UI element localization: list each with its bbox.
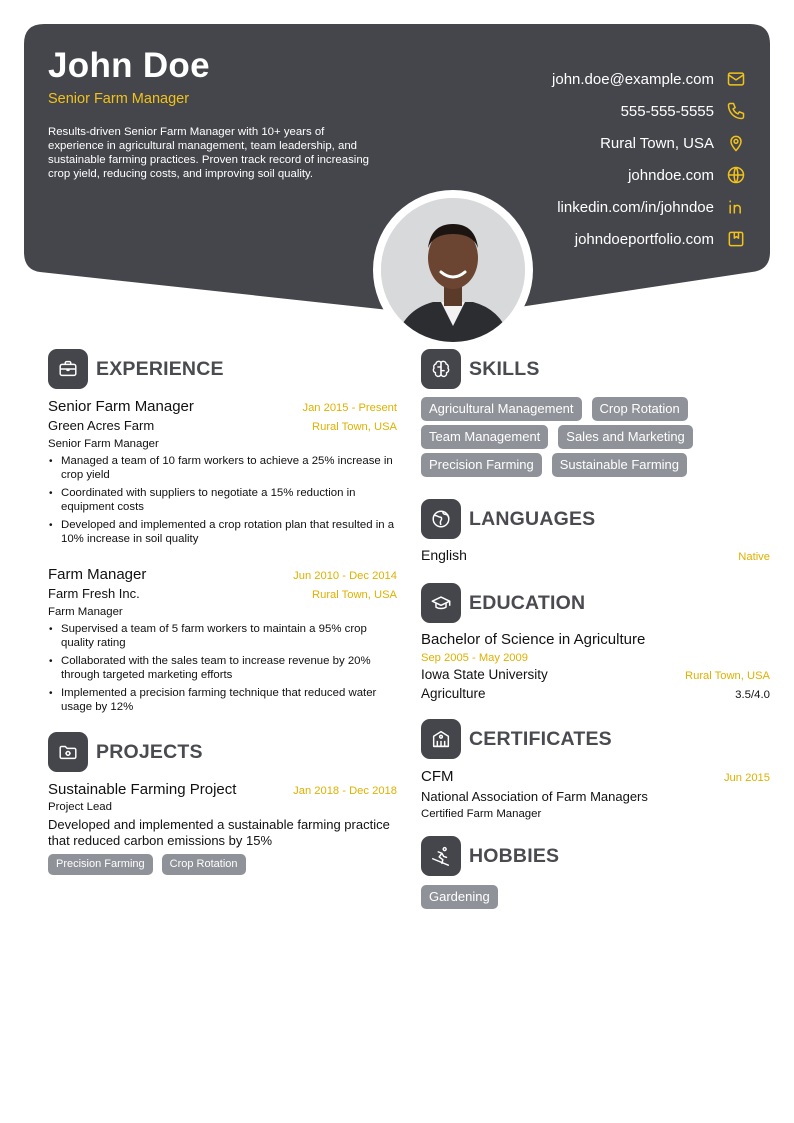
- projects-section-header: [48, 732, 397, 772]
- education-heading: EDUCATION: [469, 591, 586, 614]
- hobbies-list: [421, 885, 770, 913]
- skill-tag: Crop Rotation: [592, 397, 688, 421]
- certificate-date: Jun 2015: [723, 772, 770, 784]
- education-section-header: [421, 583, 770, 623]
- experience-item: [48, 566, 397, 714]
- experience-bullet: • Collaborated with the sales team to increase revenue by 20% through targeted marketing efforts: [48, 654, 397, 682]
- education-field: Agriculture: [421, 686, 486, 701]
- job-title: Senior Farm Manager: [48, 91, 190, 107]
- experience-company: Farm Fresh Inc.: [48, 586, 140, 601]
- skill-tag: Agricultural Management: [421, 397, 582, 421]
- certificate-name: CFM: [421, 768, 454, 785]
- contact-linkedin[interactable]: [552, 191, 746, 223]
- education-item: [421, 631, 770, 701]
- education-dates: Sep 2005 - May 2009: [421, 652, 528, 664]
- linkedin-icon: [726, 197, 746, 217]
- education-gpa: 3.5/4.0: [735, 689, 770, 701]
- languages-section-header: [421, 499, 770, 539]
- experience-item: [48, 398, 397, 546]
- profile-photo-frame: [373, 190, 533, 350]
- location-pin-icon: [726, 133, 746, 153]
- skill-tag: Sustainable Farming: [552, 453, 687, 477]
- brain-icon: [421, 349, 461, 389]
- left-column: [48, 349, 397, 879]
- experience-section-header: [48, 349, 397, 389]
- globe-icon: [421, 499, 461, 539]
- project-title: Sustainable Farming Project: [48, 781, 237, 798]
- experience-bullets: [48, 622, 397, 714]
- contact-location-text: Rural Town, USA: [600, 134, 714, 152]
- skill-tag: Sales and Marketing: [558, 425, 693, 449]
- experience-dates: Jan 2015 - Present: [302, 402, 397, 414]
- skill-tag: Team Management: [421, 425, 548, 449]
- skill-tag: Precision Farming: [421, 453, 542, 477]
- project-description: Developed and implemented a sustainable farming practice that reduced carbon emissions by 15%: [48, 817, 390, 848]
- education-degree: Bachelor of Science in Agriculture: [421, 631, 646, 648]
- experience-role: Senior Farm Manager: [48, 438, 159, 450]
- institution-icon: [421, 719, 461, 759]
- experience-bullet: • Developed and implemented a crop rotation plan that resulted in a 10% increase in soil quality: [48, 518, 397, 546]
- globe-icon: [726, 165, 746, 185]
- project-dates: Jan 2018 - Dec 2018: [293, 785, 397, 797]
- experience-bullet: • Managed a team of 10 farm workers to achieve a 25% increase in crop yield: [48, 454, 397, 482]
- experience-bullet: • Coordinated with suppliers to negotiate a 15% reduction in equipment costs: [48, 486, 397, 514]
- contact-website-text[interactable]: johndoe.com: [628, 166, 714, 184]
- project-tags: [48, 854, 397, 879]
- certificate-full-name: Certified Farm Manager: [421, 808, 542, 820]
- experience-role: Farm Manager: [48, 606, 123, 618]
- contact-website[interactable]: [552, 159, 746, 191]
- experience-location: Rural Town, USA: [312, 589, 397, 601]
- project-tag: Precision Farming: [48, 854, 153, 875]
- graduation-cap-icon: [421, 583, 461, 623]
- experience-location: Rural Town, USA: [312, 421, 397, 433]
- profile-photo: [381, 198, 525, 342]
- experience-company: Green Acres Farm: [48, 418, 155, 433]
- hobby-tag: Gardening: [421, 885, 498, 909]
- projects-heading: PROJECTS: [96, 740, 203, 763]
- contact-portfolio-text[interactable]: johndoeportfolio.com: [574, 230, 714, 248]
- briefcase-icon: [48, 349, 88, 389]
- bookmark-icon: [726, 229, 746, 249]
- phone-icon: [726, 101, 746, 121]
- experience-dates: Jun 2010 - Dec 2014: [293, 570, 397, 582]
- right-column: [421, 349, 770, 913]
- certificate-item: [421, 768, 770, 820]
- certificates-section-header: [421, 719, 770, 759]
- hobbies-section-header: [421, 836, 770, 876]
- person-name: John Doe: [48, 46, 210, 85]
- contact-portfolio[interactable]: [552, 223, 746, 255]
- skills-heading: SKILLS: [469, 357, 540, 380]
- contact-linkedin-text[interactable]: linkedin.com/in/johndoe: [557, 198, 714, 216]
- contact-list: [552, 63, 746, 255]
- education-location: Rural Town, USA: [685, 670, 770, 682]
- project-tag: Crop Rotation: [162, 854, 246, 875]
- experience-bullets: [48, 454, 397, 546]
- language-name: English: [421, 547, 467, 563]
- education-school: Iowa State University: [421, 667, 548, 682]
- profile-summary: Results-driven Senior Farm Manager with 10+ years of experience in agricultural management, team leadership, and sustainable farming practices. Proven track record of increasing crop yield, reducing costs, and improving soil quality.: [48, 126, 369, 180]
- folder-icon: [48, 732, 88, 772]
- project-item: [48, 781, 397, 879]
- language-item: [421, 547, 770, 563]
- certificates-heading: CERTIFICATES: [469, 727, 612, 750]
- project-role: Project Lead: [48, 801, 112, 813]
- experience-title: Farm Manager: [48, 566, 147, 583]
- certificate-issuer: National Association of Farm Managers: [421, 789, 648, 804]
- languages-heading: LANGUAGES: [469, 507, 596, 530]
- contact-phone-text[interactable]: 555-555-5555: [620, 102, 714, 120]
- contact-location: [552, 127, 746, 159]
- language-level: Native: [738, 551, 770, 563]
- mail-icon: [726, 69, 746, 89]
- experience-heading: EXPERIENCE: [96, 357, 224, 380]
- contact-phone[interactable]: [552, 95, 746, 127]
- experience-bullet: • Supervised a team of 5 farm workers to maintain a 95% crop quality rating: [48, 622, 397, 650]
- skills-section-header: [421, 349, 770, 389]
- contact-email[interactable]: [552, 63, 746, 95]
- skiing-icon: [421, 836, 461, 876]
- skills-list: [421, 397, 770, 481]
- experience-bullet: • Implemented a precision farming technique that reduced water usage by 12%: [48, 686, 397, 714]
- hobbies-heading: HOBBIES: [469, 844, 560, 867]
- contact-email-text[interactable]: john.doe@example.com: [552, 70, 714, 88]
- experience-title: Senior Farm Manager: [48, 398, 194, 415]
